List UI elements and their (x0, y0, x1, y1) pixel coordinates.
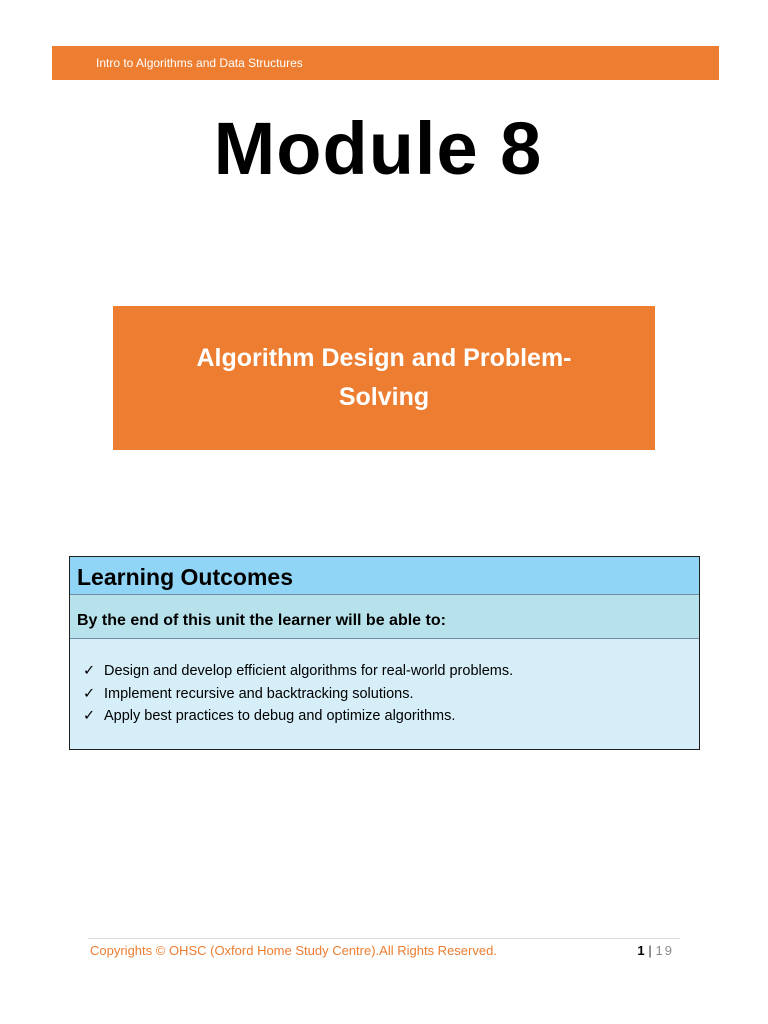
outcome-text: Apply best practices to debug and optimize algorithms. (104, 708, 456, 724)
learning-outcomes-list (70, 639, 699, 749)
learning-outcomes-box (69, 556, 700, 750)
list-item (83, 705, 699, 728)
outcome-text: Design and develop efficient algorithms for real-world problems. (104, 663, 514, 679)
checkmark-icon: ✓ (83, 685, 96, 702)
list-item (83, 683, 699, 706)
running-header-text: Intro to Algorithms and Data Structures (96, 56, 303, 70)
module-title: Module 8 (213, 107, 543, 190)
footer-copyright: Copyrights © OHSC (Oxford Home Study Centre).All Rights Reserved. (90, 943, 497, 958)
running-header (52, 46, 719, 80)
topic-title: Algorithm Design and Problem-Solving (196, 344, 572, 411)
learning-outcomes-heading: Learning Outcomes (70, 557, 699, 595)
learning-outcomes-intro: By the end of this unit the learner will be able to: (70, 595, 699, 639)
topic-banner (113, 306, 655, 450)
outcome-text: Implement recursive and backtracking solutions. (104, 685, 414, 702)
page-current: 1 (637, 943, 645, 958)
page-separator: | (648, 943, 652, 958)
checkmark-icon: ✓ (83, 663, 96, 679)
checkmark-icon: ✓ (83, 708, 96, 724)
page-total: 19 (655, 943, 674, 958)
list-item (83, 660, 699, 683)
page-number (637, 943, 674, 959)
footer-divider (88, 938, 680, 939)
